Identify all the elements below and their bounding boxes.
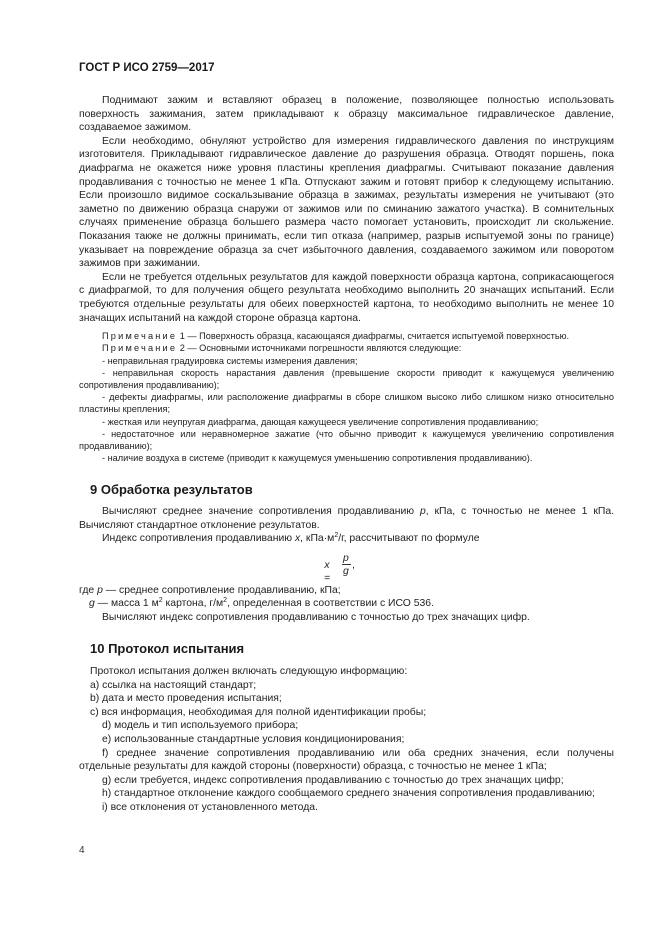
where-p: где p — среднее сопротивление продавливанию, кПа; [79,584,341,596]
note-label: Примечание [102,343,178,354]
note-item: - недостаточное или неравномерное зажатие (что обычно приводит к кажущемуся увеличению сопротивления продавливанию); [79,428,614,451]
protocol-item: i) все отклонения от установленного метода. [102,802,318,814]
page-number: 4 [79,845,85,856]
paragraph-test-count: Если не требуется отдельных результатов для каждой поверхности образца картона, соприкасающегося с диафрагмой, то для получения общего результата необходимо выполнить 20 значащих испытаний. Если требуются отдельные результаты для обеих поверхностей картона, то необходимо выполнить не менее 10 значащих испытаний на каждой стороне образца картона. [79,271,614,324]
protocol-item: h) стандартное отклонение каждого сообщаемого среднего значения сопротивления продавливанию; [102,788,595,800]
section-9-paragraph-mean: Вычисляют среднее значение сопротивления продавливанию p, кПа, с точностью не менее 1 кПа. Вычисляют стандартное отклонение результатов. [79,505,614,531]
section-9-paragraph-index: Индекс сопротивления продавливанию x, $кПа\cdot м^2/г$, рассчитывают по формуле [102,532,480,545]
formula-denominator: g [343,565,349,577]
note-1: Примечание 1 — Поверхность образца, касающаяся диафрагмы, считается испытуемой поверхностью. [102,331,570,342]
protocol-item: e) использованные стандартные условия кондиционирования; [102,734,405,746]
formula-numerator: p [343,552,349,564]
document-header: ГОСТ Р ИСО 2759—2017 [79,62,215,74]
section-9-paragraph-precision: Вычисляют индекс сопротивления продавливанию с точностью до трех значащих цифр. [102,611,530,623]
protocol-item: c) вся информация, необходимая для полной идентификации пробы; [90,706,427,718]
paragraph-clamp: Поднимают зажим и вставляют образец в положение, позволяющее полностью использовать поверхность зажимания, затем прикладывают к образцу максимальное гидравлическое давление, создаваемое зажимом. [79,95,614,134]
protocol-item: g) если требуется, индекс сопротивления продавливанию с точностью до трех значащих цифр; [102,774,564,786]
section-10-title: 10 Протокол испытания [90,641,245,657]
section-10-intro: Протокол испытания должен включать следующую информацию: [90,666,408,678]
note-item: - наличие воздуха в системе (приводит к кажущемуся уменьшению сопротивления продавливанию). [102,453,533,464]
where-g: g — масса 1 $м^2$ картона, $г/м^2$, определенная в соответствии с ИСО 536. [89,597,434,610]
protocol-item: a) ссылка на настоящий стандарт; [90,679,257,691]
formula-lhs: x = [323,559,331,585]
paragraph-procedure: Если необходимо, обнуляют устройство для измерения гидравлического давления по инструкциям изготовителя. Прикладывают гидравлическое давление до разрушения образца. Отводят поршень, пока диафрагма не окажется ниже уровня пластины крепления диафрагмы. Считывают показание давления продавливания с точностью не менее 1 кПа. Отпускают зажим и готовят прибор к следующему испытанию. Если произошло видимое соскальзывание образца в зажимах, результаты измерения не учитывают (это заметно по движению образца снаружи от зажимов или по сминанию зажатого участка). В сомнительных случаях применение образца большего размера часто помогает установить, происходит ли скольжение. Показания также не должны принимать, если тип отказа (например, разрыв испытуемой зоны по границе) указывает на повреждение образца за счет избыточного давления, создаваемого зажимом или поворотом зажимов при зажимании. [79,135,614,270]
page-content [79,94,614,815]
section-9-title: 9 Обработка результатов [90,482,253,498]
protocol-item: b) дата и место проведения испытания; [90,693,282,705]
note-label: Примечание [102,331,178,342]
formula: x = p g , [323,552,355,585]
note-item: - неправильная скорость нарастания давления (превышение скорости приводит к кажущемуся увеличению сопротивления продавливанию); [79,367,614,390]
note-item: - жесткая или неупругая диафрагма, дающая кажущееся увеличение сопротивления продавливанию; [102,416,539,427]
note-item: - дефекты диафрагмы, или расположение диафрагмы в сборе слишком высоко либо слишком низко относительно пластины крепления; [79,392,614,415]
note-2: Примечание 2 — Основными источниками погрешности являются следующие: [102,343,462,354]
note-item: - неправильная градуировка системы измерения давления; [102,355,358,366]
protocol-item: d) модель и тип используемого прибора; [102,720,299,732]
protocol-item: f) среднее значение сопротивления продавливанию или оба средних значения, если получены отдельные результаты для каждой стороны (поверхности) образца, с точностью не менее 1 кПа; [79,747,614,773]
